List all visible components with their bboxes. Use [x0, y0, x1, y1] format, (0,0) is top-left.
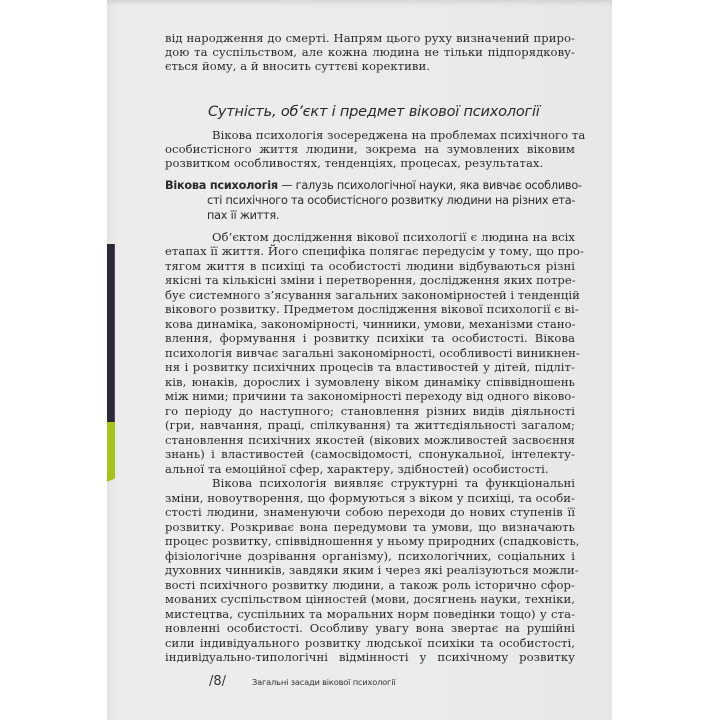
text-line: розвитком особливостях, тенденціях, процесах, результатах. — [165, 156, 544, 170]
text-line: становлення психічних якостей (вікових можливостей засвоєння — [165, 433, 575, 447]
definition-term: Вікова психологія — [165, 179, 278, 192]
definition-text: — галузь психологічної науки, яка вивчає особливо- — [277, 179, 582, 192]
text-line: дою та суспільством, але кожна людина не тільки підпорядкову- — [165, 45, 575, 59]
text-line: новленні особистості. Особливу увагу вона звертає на рушійні — [165, 621, 575, 635]
definition-line: пах її життя. — [207, 209, 280, 222]
text-line: альної та емоційної сфер, характеру, здібностей) особистості. — [165, 462, 549, 476]
text-line: психологія вивчає загальні закономірності, особливості виникнен- — [165, 346, 580, 360]
definition-line: сті психічного та особистісного розвитку людини на різних ета- — [207, 194, 576, 207]
text-line: духовних чинників, завдяки яким і через які реалізуються можли- — [165, 563, 579, 577]
section-heading: Сутність, об’єкт і предмет вікової психології — [208, 104, 540, 120]
text-line: ється йому, а й вносить суттєві корективи. — [165, 59, 430, 73]
text-line: го періоду до наступного; становлення різних видів діяльності — [165, 404, 575, 418]
text-line: індивідуально-типологічні відмінності у психічному розвитку — [165, 650, 575, 664]
text-line: якісні та кількісні зміни і перетворення, дослідження яких потре- — [165, 273, 576, 287]
text-line: ня і розвитку психічних процесів та властивостей у дітей, підліт- — [165, 360, 575, 374]
text-line: мистецтва, суспільних та моральних норм поведінки тощо) у ста- — [165, 607, 575, 621]
text-line: знань) і властивостей (самосвідомості, спонукальної, інтелекту- — [165, 447, 575, 461]
text-line: зміни, новоутворення, що формуються з віком у психіці, та особи- — [165, 491, 576, 505]
running-title: Загальні засади вікової психології — [252, 677, 396, 687]
text-line: ків, юнаків, дорослих і зумовлену віком динаміку співвідношень — [165, 375, 575, 389]
text-line: Вікова психологія зосереджена на проблемах психічного та — [212, 128, 586, 142]
page-number: /8/ — [209, 674, 227, 689]
text-line: вікового розвитку. Предметом дослідження вікової психології є ві- — [165, 302, 579, 316]
spine-strip-dark — [107, 244, 115, 422]
text-line: бує системного з’ясування загальних закономірностей і тенденцій — [165, 288, 580, 302]
text-line: між ними; причини та закономірності переходу від одного віково- — [165, 389, 576, 403]
text-line: кова динаміка, закономірності, чинники, умови, механізми стано- — [165, 317, 576, 331]
text-line: етапах її життя. Його специфіка полягає передусім у тому, що про- — [165, 244, 584, 258]
definition-line — [165, 178, 582, 193]
text-line: Об’єктом дослідження вікової психології є людина на всіх — [212, 230, 575, 244]
text-line: фізіологічне дозрівання організму), психологічних, соціальних і — [165, 549, 575, 563]
text-line: розвитку. Розкриває вона передумови та умови, що визначають — [165, 520, 575, 534]
text-line: від народження до смерті. Напрям цього руху визначений приро- — [165, 31, 575, 45]
text-line: стості людини, знаменуючи собою переходи до нових ступенів її — [165, 505, 575, 519]
text-line: сили індивідуального розвитку людської психіки та особистості, — [165, 636, 575, 650]
text-line: (гри, навчання, праці, спілкування) та життєдіяльності загалом; — [165, 418, 575, 432]
text-line: процес розвитку, співвідношення у ньому природних (спадковість, — [165, 534, 580, 548]
text-line: вості психічного розвитку людини, а також роль історично сфор- — [165, 578, 575, 592]
text-line: тягом життя в психіці та особистості людини відбуваються різні — [165, 259, 575, 273]
text-line: особистісного життя людини, зокрема на зумовлених віковим — [165, 142, 575, 156]
text-line: мованих суспільством цінностей (мови, досягнень науки, техніки, — [165, 592, 575, 606]
text-line: влення, формування і розвитку психіки та особистості. Вікова — [165, 331, 575, 345]
text-line: Вікова психологія виявляє структурні та функціональні — [212, 476, 575, 490]
spine-strip-green — [107, 422, 115, 482]
